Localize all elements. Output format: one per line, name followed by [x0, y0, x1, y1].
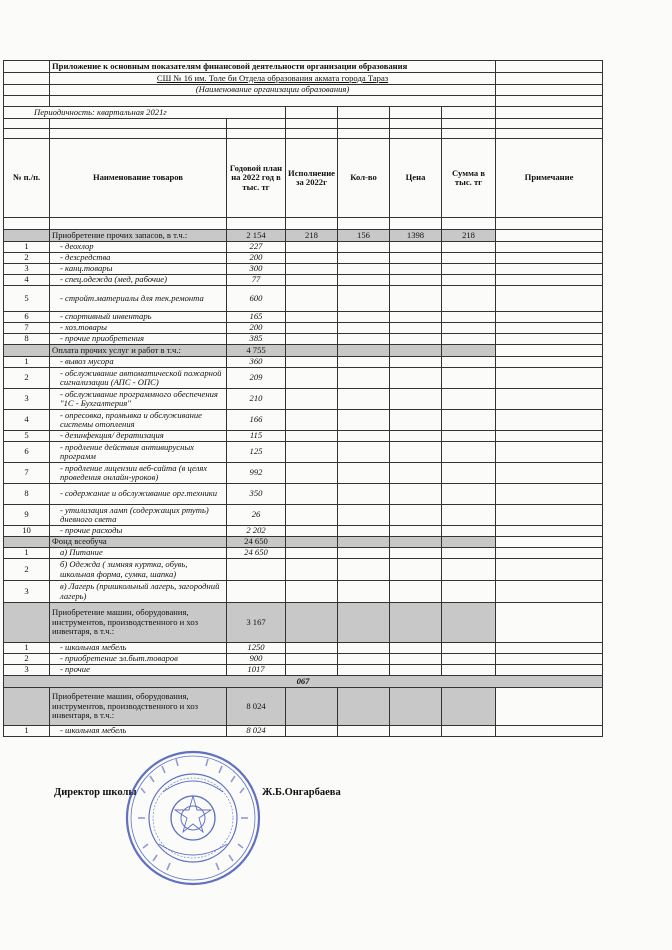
empty-cell — [442, 484, 496, 505]
plan-value: 350 — [227, 484, 286, 505]
plan-value: 24 650 — [227, 537, 286, 548]
table-row — [4, 526, 603, 537]
empty-cell — [496, 253, 603, 264]
plan-value: 1017 — [227, 665, 286, 676]
empty-cell — [338, 334, 390, 345]
table-row — [4, 286, 603, 312]
empty-cell — [390, 431, 442, 442]
item-name: - обслуживание программного обеспечения "1С - Бухгалтерия" — [50, 389, 227, 410]
empty-cell — [390, 410, 442, 431]
empty-cell — [442, 431, 496, 442]
qty-value: 156 — [338, 230, 390, 242]
empty-cell — [390, 526, 442, 537]
empty-cell — [496, 334, 603, 345]
empty-cell — [496, 242, 603, 253]
empty-cell — [4, 345, 50, 357]
empty-cell — [286, 334, 338, 345]
empty-cell — [286, 548, 338, 559]
empty-cell — [286, 581, 338, 603]
sum-value — [442, 537, 496, 548]
empty-cell — [390, 484, 442, 505]
empty-cell — [390, 286, 442, 312]
item-name: - дезсредства — [50, 253, 227, 264]
section-name: Приобретение машин, оборудования, инструментов, производственного и хоз инвентаря, в т.ч.: — [50, 603, 227, 643]
item-name: - спец.одежда (мед, рабочие) — [50, 275, 227, 286]
table-row — [4, 389, 603, 410]
empty-cell — [496, 389, 603, 410]
table-row — [4, 334, 603, 345]
note — [496, 537, 603, 548]
item-name: - стройт.материалы для тек.ремонта — [50, 286, 227, 312]
empty-cell — [390, 581, 442, 603]
col-header: Цена — [390, 139, 442, 218]
empty-cell — [338, 526, 390, 537]
empty-cell — [442, 357, 496, 368]
row-number: 3 — [4, 389, 50, 410]
section-name: Приобретение машин, оборудования, инструментов, производственного и хоз инвентаря, в т.ч.: — [50, 688, 227, 726]
empty-cell — [496, 431, 603, 442]
empty-cell — [338, 463, 390, 484]
row-number: 2 — [4, 559, 50, 581]
row-number: 8 — [4, 334, 50, 345]
row-number: 2 — [4, 368, 50, 389]
empty-cell — [390, 368, 442, 389]
item-name: - деохлор — [50, 242, 227, 253]
empty-cell — [390, 665, 442, 676]
row-number: 8 — [4, 484, 50, 505]
section-row — [4, 230, 603, 242]
empty-cell — [286, 726, 338, 737]
row-number: 5 — [4, 431, 50, 442]
empty-cell — [496, 275, 603, 286]
round-seal-icon — [123, 748, 263, 888]
empty-cell — [338, 323, 390, 334]
plan-value: 26 — [227, 505, 286, 526]
plan-value: 8 024 — [227, 726, 286, 737]
plan-value: 900 — [227, 654, 286, 665]
column-header-row — [4, 139, 603, 218]
plan-value — [227, 559, 286, 581]
section-name: Фонд всеобуча — [50, 537, 227, 548]
qty-value — [338, 345, 390, 357]
empty-cell — [338, 442, 390, 463]
empty-cell — [442, 643, 496, 654]
empty-cell — [442, 253, 496, 264]
empty-cell — [338, 643, 390, 654]
empty-cell — [338, 548, 390, 559]
empty-cell — [390, 559, 442, 581]
empty-cell — [338, 726, 390, 737]
plan-value: 209 — [227, 368, 286, 389]
price-value — [390, 537, 442, 548]
plan-value: 600 — [227, 286, 286, 312]
row-number: 7 — [4, 323, 50, 334]
table-row — [4, 312, 603, 323]
price-value: 1398 — [390, 230, 442, 242]
item-name: - прочие — [50, 665, 227, 676]
empty-cell — [496, 654, 603, 665]
empty-cell — [390, 442, 442, 463]
qty-value — [338, 688, 390, 726]
empty-cell — [442, 286, 496, 312]
note — [496, 345, 603, 357]
item-name: - обслуживание автоматической пожарной сигнализации (АПС - ОПС) — [50, 368, 227, 389]
empty-cell — [442, 442, 496, 463]
report-title: Приложение к основным показателям финансовой деятельности организации образования — [50, 61, 496, 73]
table-row — [4, 368, 603, 389]
empty-cell — [442, 368, 496, 389]
plan-value: 200 — [227, 323, 286, 334]
empty-cell — [390, 505, 442, 526]
empty-cell — [390, 253, 442, 264]
empty-cell — [286, 368, 338, 389]
table-row — [4, 253, 603, 264]
empty-cell — [286, 442, 338, 463]
sum-value — [442, 688, 496, 726]
table-row — [4, 643, 603, 654]
qty-value — [338, 603, 390, 643]
empty-cell — [286, 431, 338, 442]
item-name: - содержание и обслуживание орг.техники — [50, 484, 227, 505]
item-name: - школьная мебель — [50, 643, 227, 654]
table-row — [4, 484, 603, 505]
empty-cell — [286, 323, 338, 334]
plan-value — [227, 581, 286, 603]
row-number: 6 — [4, 312, 50, 323]
plan-value: 227 — [227, 242, 286, 253]
empty-cell — [338, 581, 390, 603]
empty-cell — [442, 463, 496, 484]
empty-cell — [496, 410, 603, 431]
plan-value: 1250 — [227, 643, 286, 654]
exec-value — [286, 603, 338, 643]
program-row — [4, 676, 603, 688]
note — [496, 688, 603, 726]
table-row — [4, 559, 603, 581]
empty-cell — [4, 603, 50, 643]
price-value — [390, 688, 442, 726]
row-number: 10 — [4, 526, 50, 537]
empty-cell — [286, 275, 338, 286]
item-name: - утилизация ламп (содержащих ртуть) дневного света — [50, 505, 227, 526]
empty-cell — [286, 654, 338, 665]
item-name: - школьная мебель — [50, 726, 227, 737]
plan-value: 300 — [227, 264, 286, 275]
sum-value — [442, 345, 496, 357]
empty-cell — [390, 357, 442, 368]
plan-value: 166 — [227, 410, 286, 431]
note — [496, 603, 603, 643]
empty-cell — [390, 242, 442, 253]
row-number: 1 — [4, 357, 50, 368]
empty-cell — [496, 463, 603, 484]
empty-cell — [390, 643, 442, 654]
empty-cell — [496, 368, 603, 389]
empty-cell — [338, 286, 390, 312]
empty-cell — [390, 548, 442, 559]
empty-cell — [338, 665, 390, 676]
table-row — [4, 410, 603, 431]
plan-value: 210 — [227, 389, 286, 410]
table-row — [4, 726, 603, 737]
item-name: - прочие расходы — [50, 526, 227, 537]
empty-cell — [286, 357, 338, 368]
plan-value: 3 167 — [227, 603, 286, 643]
empty-cell — [338, 559, 390, 581]
row-number: 6 — [4, 442, 50, 463]
table-row — [4, 242, 603, 253]
organization-caption: (Наименование организации образования) — [50, 85, 496, 96]
empty-cell — [496, 442, 603, 463]
row-number: 4 — [4, 410, 50, 431]
row-number: 7 — [4, 463, 50, 484]
sum-value — [442, 603, 496, 643]
empty-cell — [442, 264, 496, 275]
empty-cell — [442, 410, 496, 431]
exec-value — [286, 688, 338, 726]
empty-cell — [442, 581, 496, 603]
col-header: № п./п. — [4, 139, 50, 218]
table-row — [4, 548, 603, 559]
row-number: 3 — [4, 581, 50, 603]
row-number: 9 — [4, 505, 50, 526]
empty-cell — [496, 643, 603, 654]
empty-cell — [442, 526, 496, 537]
empty-cell — [496, 548, 603, 559]
item-name: - продление лицензии веб-сайта (в целях проведения онлайн-уроков) — [50, 463, 227, 484]
plan-value: 115 — [227, 431, 286, 442]
empty-cell — [286, 389, 338, 410]
plan-value: 200 — [227, 253, 286, 264]
empty-cell — [496, 357, 603, 368]
empty-cell — [442, 275, 496, 286]
empty-cell — [286, 484, 338, 505]
section-row — [4, 345, 603, 357]
empty-cell — [442, 242, 496, 253]
director-name: Ж.Б.Онгарбаева — [262, 787, 341, 798]
row-number: 5 — [4, 286, 50, 312]
empty-cell — [338, 654, 390, 665]
row-number: 3 — [4, 665, 50, 676]
section-row — [4, 603, 603, 643]
exec-value — [286, 345, 338, 357]
item-name: - вывоз мусора — [50, 357, 227, 368]
empty-cell — [338, 275, 390, 286]
exec-value — [286, 537, 338, 548]
empty-cell — [4, 230, 50, 242]
item-name: - хоз.товары — [50, 323, 227, 334]
row-number: 1 — [4, 242, 50, 253]
empty-cell — [442, 726, 496, 737]
table-row — [4, 357, 603, 368]
empty-cell — [286, 264, 338, 275]
section-row — [4, 537, 603, 548]
price-value — [390, 603, 442, 643]
table-row — [4, 505, 603, 526]
plan-value: 77 — [227, 275, 286, 286]
empty-cell — [286, 505, 338, 526]
organization-name: СШ № 16 им. Толе би Отдела образования акмата города Тараз — [50, 73, 496, 85]
col-header: Сумма в тыс. тг — [442, 139, 496, 218]
item-name: - продление действия антивирусных программ — [50, 442, 227, 463]
plan-value: 165 — [227, 312, 286, 323]
empty-cell — [338, 312, 390, 323]
empty-cell — [4, 537, 50, 548]
plan-value: 2 202 — [227, 526, 286, 537]
table-row — [4, 323, 603, 334]
empty-cell — [390, 654, 442, 665]
plan-value: 4 755 — [227, 345, 286, 357]
empty-cell — [390, 275, 442, 286]
row-number: 1 — [4, 726, 50, 737]
empty-cell — [338, 484, 390, 505]
empty-cell — [390, 463, 442, 484]
empty-cell — [390, 334, 442, 345]
empty-cell — [338, 389, 390, 410]
exec-value: 218 — [286, 230, 338, 242]
empty-cell — [286, 526, 338, 537]
table-row — [4, 581, 603, 603]
empty-cell — [390, 726, 442, 737]
periodicity: Периодичность: квартальная 2021г — [4, 107, 286, 119]
empty-cell — [390, 264, 442, 275]
col-header: Примечание — [496, 139, 603, 218]
empty-cell — [496, 581, 603, 603]
director-label: Директор школы — [54, 787, 137, 798]
item-name: - канц.товары — [50, 264, 227, 275]
plan-value: 2 154 — [227, 230, 286, 242]
empty-cell — [390, 389, 442, 410]
item-name: - приобретение эл.быт.товаров — [50, 654, 227, 665]
empty-cell — [496, 505, 603, 526]
empty-cell — [496, 665, 603, 676]
empty-cell — [496, 526, 603, 537]
empty-cell — [442, 654, 496, 665]
section-name: Оплата прочих услуг и работ в т.ч.: — [50, 345, 227, 357]
empty-cell — [442, 312, 496, 323]
plan-value: 24 650 — [227, 548, 286, 559]
empty-cell — [442, 665, 496, 676]
item-name: - дезинфекция/ дератизация — [50, 431, 227, 442]
empty-cell — [496, 559, 603, 581]
empty-cell — [390, 323, 442, 334]
empty-cell — [286, 312, 338, 323]
item-name: - прочие приобретения — [50, 334, 227, 345]
empty-cell — [442, 323, 496, 334]
col-header: Годовой план на 2022 год в тыс. тг — [227, 139, 286, 218]
table-row — [4, 654, 603, 665]
empty-cell — [442, 505, 496, 526]
empty-cell — [338, 264, 390, 275]
item-name: а) Питание — [50, 548, 227, 559]
empty-cell — [286, 559, 338, 581]
price-value — [390, 345, 442, 357]
empty-cell — [286, 665, 338, 676]
table-row — [4, 275, 603, 286]
empty-cell — [4, 688, 50, 726]
sum-value: 218 — [442, 230, 496, 242]
qty-value — [338, 537, 390, 548]
row-number: 1 — [4, 548, 50, 559]
table-row — [4, 264, 603, 275]
plan-value: 992 — [227, 463, 286, 484]
empty-cell — [390, 312, 442, 323]
item-name: б) Одежда ( зимняя куртка, обувь, школьная форма, сумка, шапка) — [50, 559, 227, 581]
empty-cell — [496, 726, 603, 737]
table-row — [4, 442, 603, 463]
empty-cell — [338, 410, 390, 431]
item-name: - спортивный инвентарь — [50, 312, 227, 323]
empty-cell — [496, 264, 603, 275]
row-number: 1 — [4, 643, 50, 654]
report-table — [3, 60, 603, 737]
program-code: 067 — [4, 676, 603, 688]
empty-cell — [286, 253, 338, 264]
table-row — [4, 665, 603, 676]
empty-cell — [338, 505, 390, 526]
col-header: Исполнение за 2022г — [286, 139, 338, 218]
empty-cell — [286, 463, 338, 484]
empty-cell — [338, 431, 390, 442]
empty-cell — [338, 253, 390, 264]
empty-cell — [442, 559, 496, 581]
section-name: Приобретение прочих запасов, в т.ч.: — [50, 230, 227, 242]
plan-value: 360 — [227, 357, 286, 368]
section-row — [4, 688, 603, 726]
empty-cell — [496, 312, 603, 323]
empty-cell — [496, 286, 603, 312]
col-header: Наименование товаров — [50, 139, 227, 218]
empty-cell — [496, 484, 603, 505]
empty-cell — [496, 323, 603, 334]
col-header: Кол-во — [338, 139, 390, 218]
row-number: 2 — [4, 253, 50, 264]
plan-value: 385 — [227, 334, 286, 345]
empty-cell — [442, 334, 496, 345]
empty-cell — [338, 357, 390, 368]
row-number: 2 — [4, 654, 50, 665]
empty-cell — [338, 368, 390, 389]
item-name: - опресовка, промывка и обслуживание системы отопления — [50, 410, 227, 431]
table-row — [4, 431, 603, 442]
empty-cell — [286, 643, 338, 654]
empty-cell — [286, 242, 338, 253]
empty-cell — [286, 286, 338, 312]
note — [496, 230, 603, 242]
plan-value: 125 — [227, 442, 286, 463]
row-number: 3 — [4, 264, 50, 275]
row-number: 4 — [4, 275, 50, 286]
table-row — [4, 463, 603, 484]
plan-value: 8 024 — [227, 688, 286, 726]
empty-cell — [442, 389, 496, 410]
empty-cell — [442, 548, 496, 559]
empty-cell — [338, 242, 390, 253]
empty-cell — [286, 410, 338, 431]
item-name: в) Лагерь (пришкольный лагерь, загородний лагерь) — [50, 581, 227, 603]
